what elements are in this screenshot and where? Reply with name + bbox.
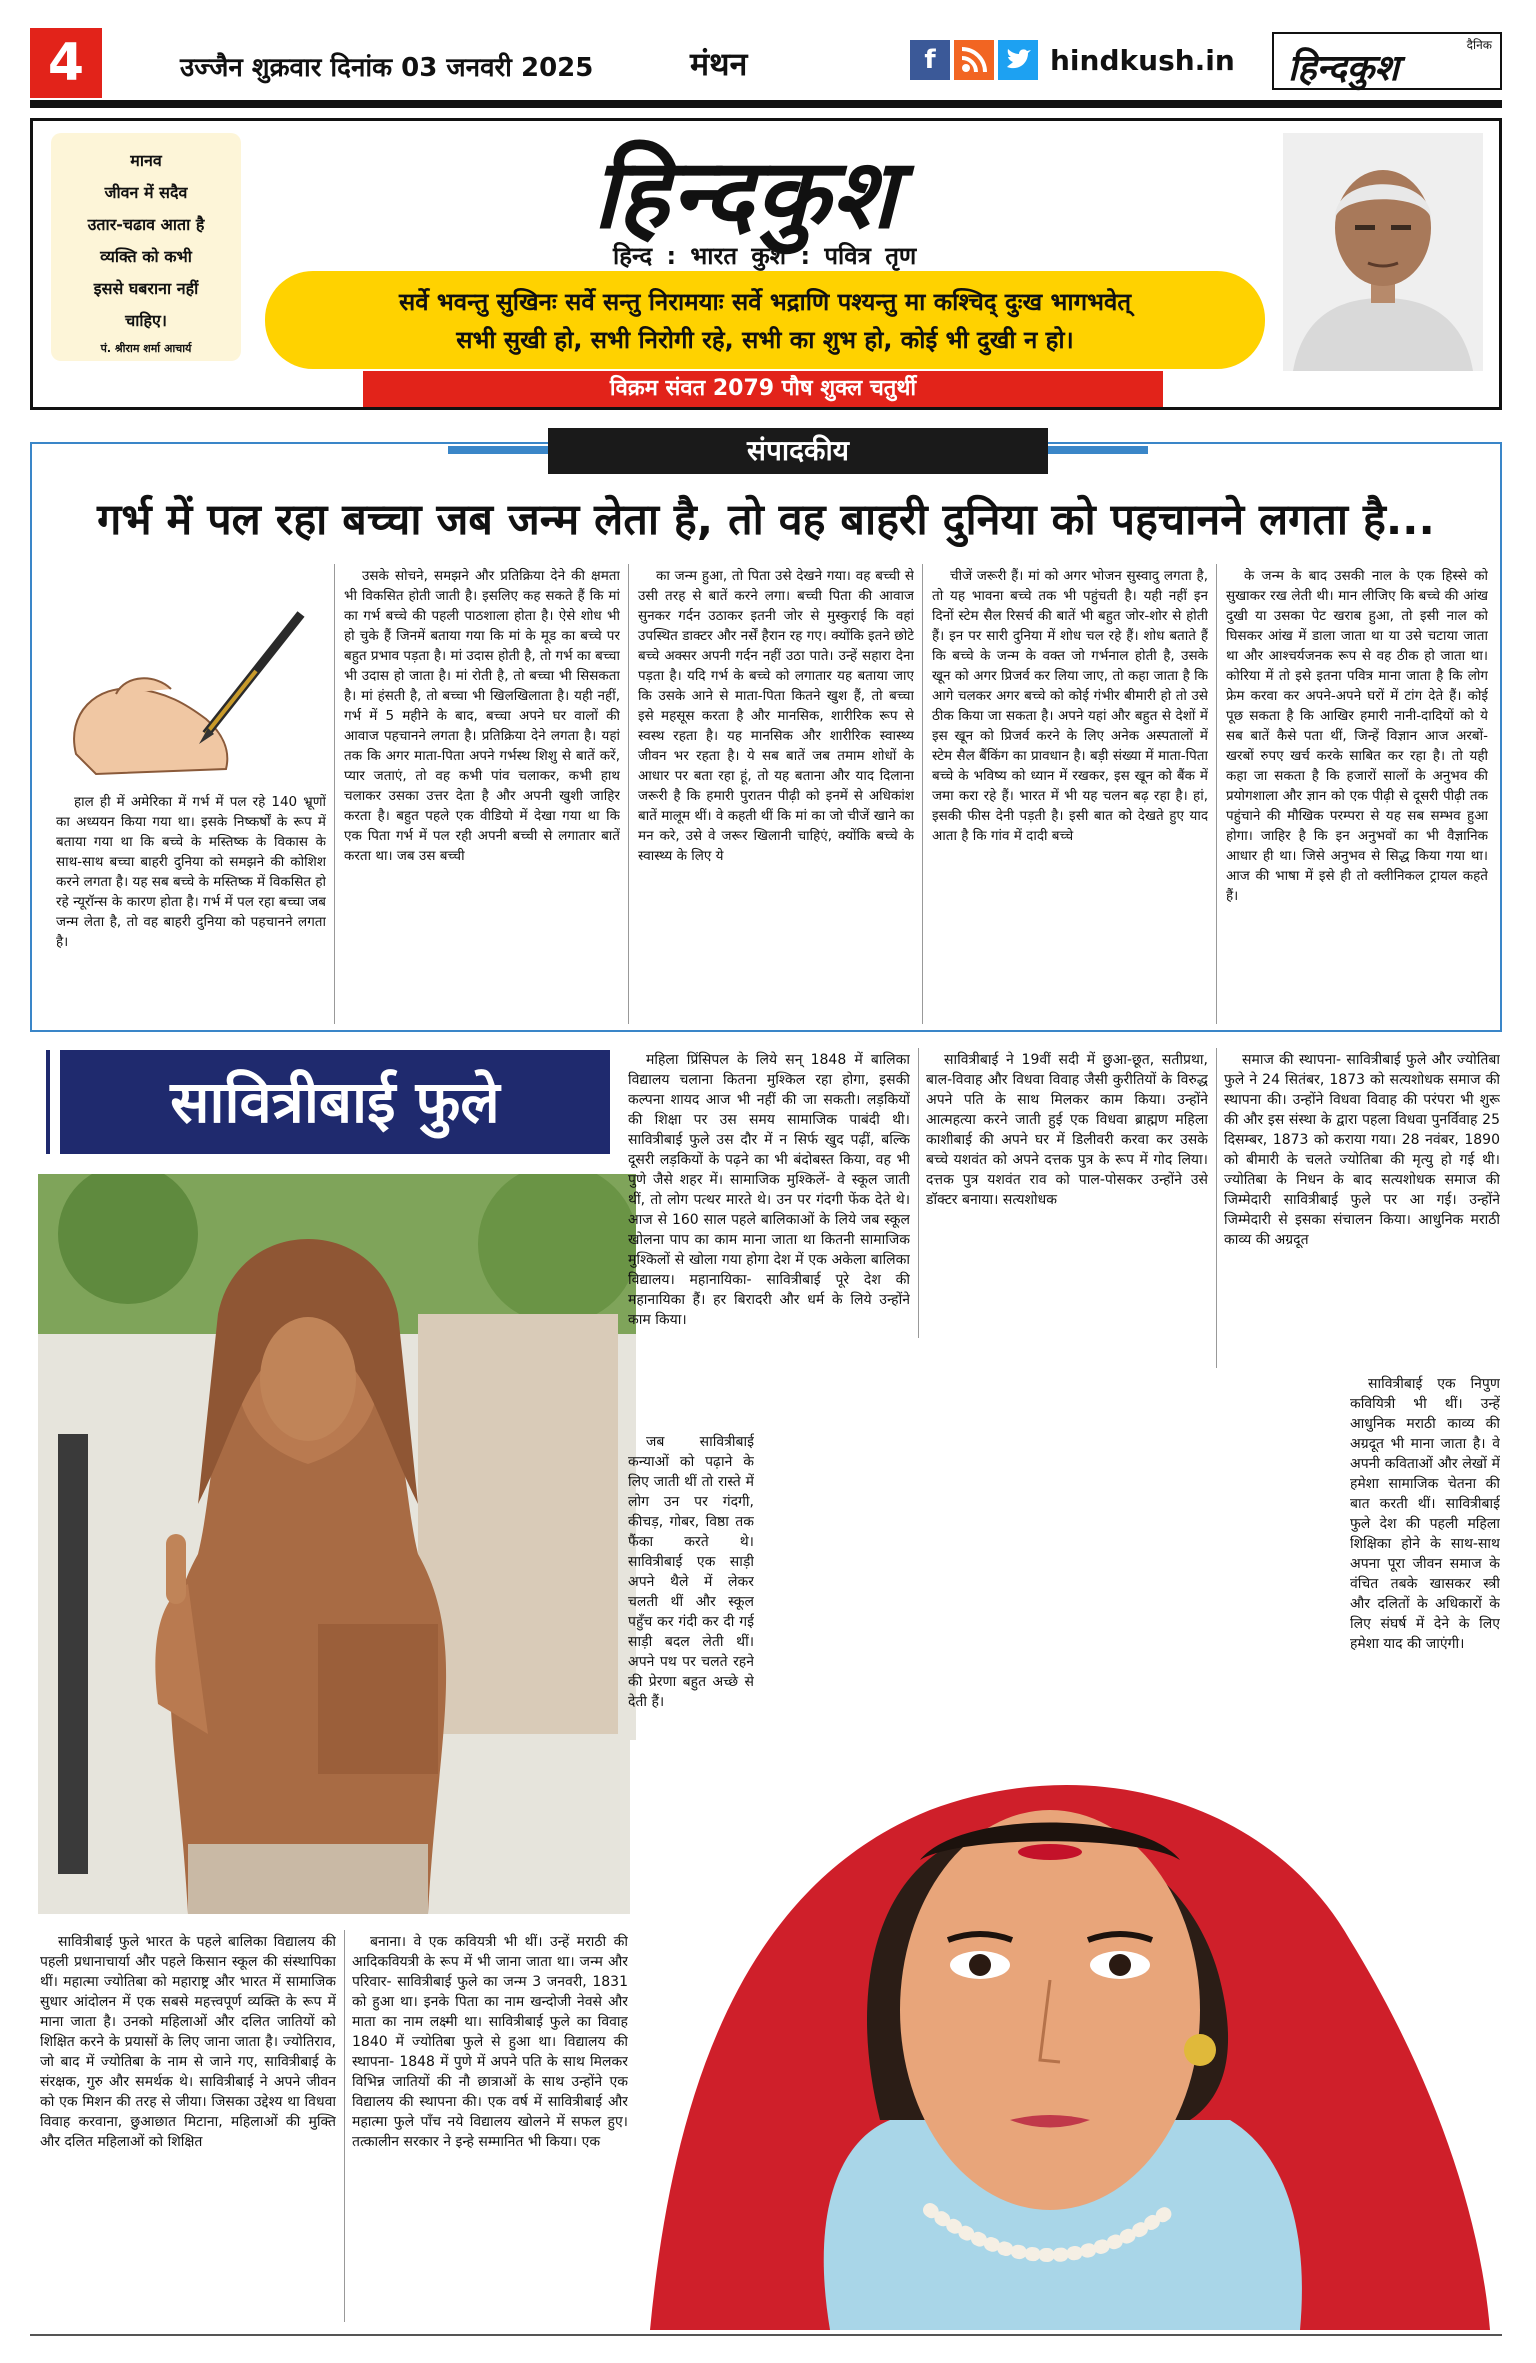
logo-subtitle: हिन्द : भारत कुश : पवित्र तृण [613, 242, 917, 270]
statue-photo [38, 1174, 636, 1914]
editorial-headline: गर्भ में पल रहा बच्चा जब जन्म लेता है, तो वह बाहरी दुनिया को पहचानने लगता है... [97, 495, 1435, 545]
quote-line: उतार-चढाव आता है [87, 215, 205, 234]
quote-line: व्यक्ति को कभी [100, 247, 192, 266]
feature-column-d [926, 1050, 1208, 1340]
rss-icon[interactable] [954, 40, 994, 80]
samvat-bar: विक्रम संवत 2079 पौष शुक्ल चतुर्थी [363, 371, 1163, 407]
editorial-text: उसके सोचने, समझने और प्रतिक्रिया देने की क्षमता भी विकसित होती जाती है। इसलिए कह सकते हैं कि मां का गर्भ बच्चे की पहली पाठशाला होता है। ऐसे शोध भी हो चुके हैं जिनमें बताया गया कि मां के मूड का बच्चे पर बहुत प्रभाव पड़ता है। मां उदास होती है, तो गर्भ का बच्चा भी उदास हो जाता है। मां रोती है, तो बच्चा भी सिसकता है। मां हंसती है, तो बच्चा भी खिलखिलाता है। यही नहीं, गर्भ में 5 महीने के बाद, बच्चा अपने घर वालों की आवाज पहचानने लगता है। प्रतिक्रिया देने लगता है। यहां तक कि अगर माता-पिता अपने गर्भस्थ शिशु से बातें करें, प्यार जताएं, तो वह कभी पांव चलाकर, कभी हाथ चलाकर उसका उत्तर देता है और अपनी खुशी जाहिर करता है। बहुत पहले एक वीडियो में देखा गया था कि एक पिता गर्भ में पल रही अपनी बच्ची से लगातार बातें करता था। जब उस बच्ची [344, 568, 620, 864]
mini-logo-daily: दैनिक [1466, 38, 1492, 52]
facebook-icon[interactable]: f [910, 40, 950, 80]
feature-title: सावित्रीबाई फुले [50, 1050, 610, 1154]
editorial-text: हाल ही में अमेरिका में गर्भ में पल रहे 140 भ्रूणों का अध्ययन किया गया था। इसके निष्कर्षों के रूप में बताया गया था कि बच्चे के मस्तिष्क के विकास के साथ-साथ बच्चा बाहरी दुनिया को समझने की कोशिश करने लगता है। यह सब बच्चे के मस्तिष्क में विकसित हो रहे न्यूरॉन्स के कारण होता है। गर्भ में पल रहा बच्चा जब जन्म लेता है, तो वह बाहरी दुनिया को पहचानने लगता है। [56, 794, 326, 950]
dateline: उज्जैन शुक्रवार दिनांक 03 जनवरी 2025 [180, 53, 594, 83]
quote-line: मानव [130, 151, 162, 170]
pen-hand-illustration [56, 594, 316, 784]
feature-column-e-top [1224, 1050, 1500, 1372]
feature-text: जब सावित्रीबाई कन्याओं को पढ़ाने के लिए जाती थीं तो रास्ते में लोग उन पर गंदगी, कीचड़, गोबर, विष्ठा तक फैंका करते थे। सावित्रीबाई एक साड़ी अपने थैले में लेकर चलती थीं और स्कूल पहुँच कर गंदी कर दी गई साड़ी बदल लेती थीं। अपने पथ पर चलते रहने की प्रेरणा बहुत अच्छे से देती हैं। [628, 1434, 754, 1710]
site-url[interactable]: hindkush.in [1050, 44, 1235, 77]
editorial-tag: संपादकीय [548, 428, 1048, 474]
quote-box [51, 133, 241, 361]
shloka-banner [265, 271, 1265, 369]
feature-text: बनाना। वे एक कवियत्री भी थीं। उन्हें मराठी की आदिकवियत्री के रूप में भी जाना जाता था। जन्म और परिवार- सावित्रीबाई फुले का जन्म 3 जनवरी, 1831 को हुआ था। इनके पिता का नाम खन्दोजी नेवसे और माता का नाम लक्ष्मी था। सावित्रीबाई फुले का विवाह 1840 में ज्योतिबा फुले से हुआ था। विद्यालय की स्थापना- 1848 में पुणे में अपने पति के साथ मिलकर विभिन्न जातियों की नौ छात्राओं के साथ उन्होंने एक विद्यालय की स्थापना की। एक वर्ष में सावित्रीबाई और महात्मा फुले पाँच नये विद्यालय खोलने में सफल हुए। तत्कालीन सरकार ने इन्हे सम्मानित भी किया। एक [352, 1934, 628, 2150]
editorial-text: का जन्म हुआ, तो पिता उसे देखने गया। वह बच्ची से उसी तरह से बातें करने लगा। बच्ची पिता की आवाज सुनकर गर्दन उठाकर इतनी जोर से मुस्कुराई कि वहां उपस्थित डाक्टर और नर्सें हैरान रह गए। क्योंकि इतने छोटे बच्चे अक्सर अपनी गर्दन नहीं उठा पाते। उन्हें सहारा देना पड़ता है। यदि गर्भ के बच्चे को लगातार यह बताया जाए कि उसके आने से माता-पिता कितने खुश हैं, तो बच्चा इसे महसूस करता है और मानसिक, शारीरिक रूप से स्वस्थ रहता है। यह मानसिक और शारीरिक स्वास्थ्य जीवन भर रहता है। ये सब बातें जब तमाम शोधों के आधार पर बता रहा हूं, तो यह बताना और याद दिलाना जरूरी है कि हमारी पुरातन पीढ़ी को इनमें से अधिकांश बातें मालूम थीं। वे कहती थीं कि मां का जो चीजें खाने का मन करे, उसे वे जरूर खिलानी चाहिएं, क्योंकि बच्चे के स्वास्थ्य के लिए ये [638, 568, 914, 864]
newspaper-logo: हिन्दकुश [593, 138, 899, 250]
editorial-column-2 [344, 566, 620, 1022]
column-divider [922, 564, 923, 1024]
masthead [30, 118, 1502, 410]
feature-section [30, 1040, 1502, 2330]
page-number: 4 [30, 28, 102, 98]
mini-logo-text: हिन्दकुश [1288, 48, 1399, 89]
section-name: मंथन [690, 45, 748, 83]
founder-portrait [1283, 133, 1483, 371]
feature-column-c-top [628, 1050, 910, 1430]
feature-text: महिला प्रिंसिपल के लिये सन् 1848 में बालिका विद्यालय चलाना कितना मुश्किल रहा होगा, इसकी कल्पना शायद आज भी नहीं की जा सकती। लड़कियों की शिक्षा पर उस समय सामाजिक पाबंदी थी। सावित्रीबाई फुले उस दौर में न सिर्फ खुद पढ़ीं, बल्कि दूसरी लड़कियों के पढ़ने का भी बंदोबस्त किया, वह भी पुणे जैसे शहर में। सामाजिक मुश्किलें- वे स्कूल जाती थीं, तो लोग पत्थर मारते थे। उन पर गंदगी फेंक देते थे। आज से 160 साल पहले बालिकाओं के लिये जब स्कूल खोलना पाप का काम माना जाता था कितनी सामाजिक मुश्किलों से खोला गया होगा देश में एक अकेला बालिका विद्यालय। महानायिका- सावित्रीबाई पूरे देश की महानायिका हैं। हर बिरादरी और धर्म के लिये उन्होंने काम किया। [628, 1052, 910, 1328]
editorial-column-5 [1226, 566, 1488, 1022]
column-divider [628, 564, 629, 1024]
editorial-section [30, 434, 1502, 1032]
quote-line: जीवन में सदैव [104, 183, 188, 202]
editorial-column-4 [932, 566, 1208, 1022]
shloka-hindi: सभी सुखी हो, सभी निरोगी रहे, सभी का शुभ हो, कोई भी दुखी न हो। [456, 326, 1074, 354]
editorial-text: के जन्म के बाद उसकी नाल के एक हिस्से को सुखाकर रख लेती थी। मान लीजिए कि बच्चे की आंख दुखी या उसका पेट खराब हुआ, तो इसी नाल को घिसकर आंख में डाला जाता था या उसे चटाया जाता था और आश्चर्यजनक रूप से वह ठीक हो जाता था। कोरिया में तो इसे इतना पवित्र माना जाता है कि लोग फ्रेम करवा कर अपने-अपने घरों में टांग देते हैं। कोई पूछ सकता है कि आखिर हमारी नानी-दादियों को ये सब बातें कैसे पता थीं, जिन्हें विज्ञान आज अरबों-खरबों रुपए खर्च करके साबित कर रहा है। तो यही कहा जा सकता है कि हजारों सालों के अनुभव की प्रयोगशाला और ज्ञान को एक पीढ़ी से दूसरी पीढ़ी तक पहुंचाने की मौखिक परम्परा से यह सब सम्भव हुआ होगा। जाहिर है कि इन अनुभवों का भी वैज्ञानिक आधार ही था। जिसे अनुभव से सिद्ध किया गया था। आज की भाषा में इसे ही तो क्लीनिकल ट्रायल कहते हैं। [1226, 568, 1488, 904]
quote-author: पं. श्रीराम शर्मा आचार्य [100, 342, 192, 355]
feature-text: सावित्रीबाई फुले भारत के पहले बालिका विद्यालय की पहली प्रधानाचार्या और पहले किसान स्कूल की संस्थापिका थीं। महात्मा ज्योतिबा को महाराष्ट्र और भारत में सामाजिक सुधार आंदोलन में एक सबसे महत्त्वपूर्ण व्यक्ति के रूप में माना जाता है। उनको महिलाओं और दलित जातियों को शिक्षित करने के प्रयासों के लिए जाना जाता है। ज्योतिराव, जो बाद में ज्योतिबा के नाम से जाने गए, सावित्रीबाई के संरक्षक, गुरु और समर्थक थे। सावित्रीबाई ने अपने जीवन को एक मिशन की तरह से जीया। जिसका उद्देश्य था विधवा विवाह करवाना, छुआछात मिटाना, महिलाओं की मुक्ति और दलित महिलाओं को शिक्षित [40, 1934, 336, 2150]
header-rule [30, 100, 1502, 108]
shloka-sanskrit: सर्वे भवन्तु सुखिनः सर्वे सन्तु निरामयाः सर्वे भद्राणि पश्यन्तु मा कश्चिद् दुःख भागभवेत् [398, 288, 1132, 316]
feature-text: समाज की स्थापना- सावित्रीबाई फुले और ज्योतिबा फुले ने 24 सितंबर, 1873 को सत्यशोधक समाज की स्थापना की। उन्होंने विधवा विवाह की परंपरा भी शुरू की और इस संस्था के द्वारा पहला विधवा पुनर्विवाह 25 दिसम्बर, 1873 को कराया गया। 28 नवंबर, 1890 को बीमारी के चलते ज्योतिबा की मृत्यु हो गई थी। ज्योतिबा के निधन के बाद सत्यशोधक समाज की जिम्मेदारी सावित्रीबाई फुले पर आ गई। उन्होंने जिम्मेदारी से इसका संचालन किया। आधुनिक मराठी काव्य की अग्रदूत [1224, 1052, 1500, 1248]
column-divider [344, 1930, 345, 2322]
editorial-column-1 [56, 792, 326, 1022]
feature-column-b [352, 1932, 628, 2322]
column-divider [1216, 564, 1217, 1024]
editorial-column-3 [638, 566, 914, 1022]
quote-line: इससे घबराना नहीं [93, 279, 199, 298]
savitribai-painting [630, 1740, 1502, 2330]
quote-line: चाहिए। [125, 311, 167, 330]
column-divider [1216, 1048, 1217, 1368]
feature-column-e-bottom [1350, 1374, 1500, 1732]
top-strip [30, 28, 1502, 98]
column-divider [918, 1048, 919, 1338]
editorial-text: चीजें जरूरी हैं। मां को अगर भोजन सुस्वादु लगता है, तो यह भावना बच्चे तक भी पहुंचती है। यही नहीं इन दिनों स्टेम सैल रिसर्च की बातें भी बहुत जोर-शोर से होती हैं। इन पर सारी दुनिया में शोध चल रहे हैं। शोध बताते हैं कि बच्चे के जन्म के वक्त जो गर्भनाल होती है, उसके खून को अगर प्रिजर्व कर लिया जाए, तो कहा जाता है कि आगे चलकर अगर बच्चे को कोई गंभीर बीमारी हो तो उसे ठीक किया जा सकता है। अपने यहां और बहुत से देशों में इस खून को प्रिजर्व करने के लिए अनेक अस्पतालों में स्टेम सैल बैंकिंग का प्रावधान है। बड़ी संख्या में माता-पिता बच्चे के भविष्य को ध्यान में रखकर, इस खून को बैंक में जमा करा रहे हैं। भारत में भी यह चलन बढ़ रहा है। हां, इसकी फीस देनी पड़ती है। इसी बात को देखते हुए याद आता है कि गांव में दादी बच्चे [932, 568, 1208, 844]
feature-column-a [40, 1932, 336, 2322]
social-icons [910, 40, 1038, 80]
feature-column-c-bottom [628, 1432, 754, 1732]
feature-text: सावित्रीबाई ने 19वीं सदी में छुआ-छूत, सतीप्रथा, बाल-विवाह और विधवा विवाह जैसी कुरीतियों के विरुद्ध अपने पति के साथ मिलकर काम किया। उन्होंने आत्महत्या करने जाती हुई एक विधवा ब्राह्मण महिला काशीबाई की अपने घर में डिलीवरी करवा कर उसके बच्चे यशवंत को अपने दत्तक पुत्र के रूप में गोद लिया। दत्तक पुत्र यशवंत राव को पाल-पोसकर उन्होंने उसे डॉक्टर बनाया। सत्यशोधक [926, 1052, 1208, 1208]
column-divider [334, 564, 335, 1024]
bottom-rule [30, 2334, 1502, 2336]
twitter-icon[interactable] [998, 40, 1038, 80]
feature-text: सावित्रीबाई एक निपुण कवियित्री भी थीं। उन्हें आधुनिक मराठी काव्य की अग्रदूत भी माना जाता है। वे अपनी कविताओं और लेखों में हमेशा सामाजिक चेतना की बात करती थीं। सावित्रीबाई फुले देश की पहली महिला शिक्षिका होने के साथ-साथ अपना पूरा जीवन समाज के वंचित तबके खासकर स्त्री और दलितों के अधिकारों के लिए संघर्ष में देने के लिए हमेशा याद की जाएंगी। [1350, 1376, 1500, 1652]
mini-logo [1272, 32, 1502, 90]
